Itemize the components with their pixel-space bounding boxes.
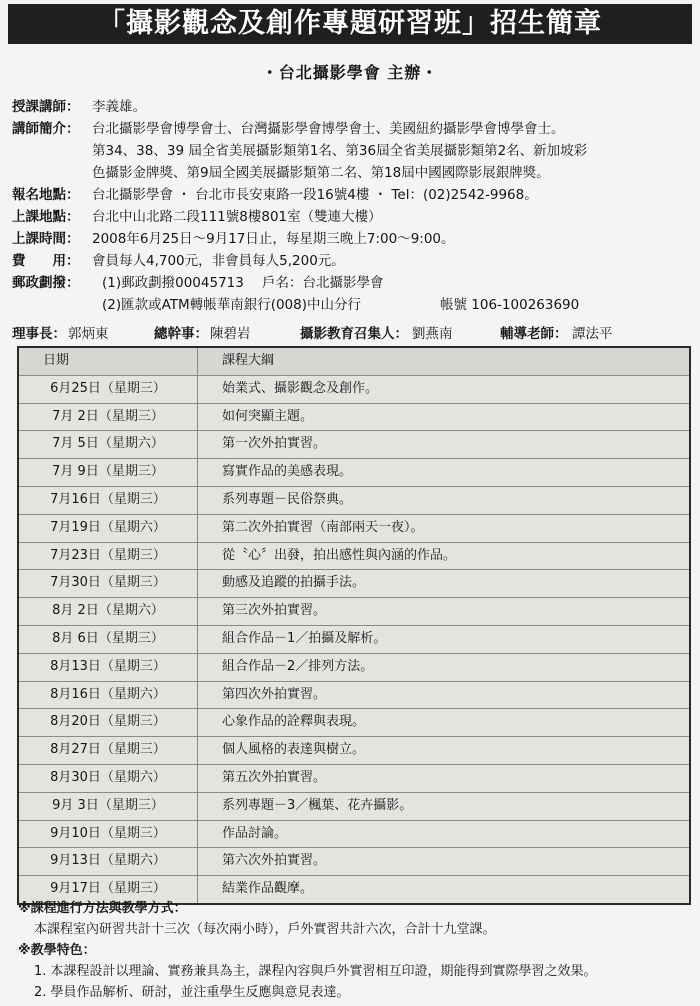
time-value: 2008年6月25日～9月17日止，每星期三晚上7:00～9:00。 <box>92 231 455 247</box>
venue-label: 上課地點： <box>12 209 80 225</box>
postal-account-name: 戶名：台北攝影學會 <box>262 275 384 291</box>
session-topic: 第三次外拍實習。 <box>222 603 327 619</box>
session-date: 8月 2日（星期六） <box>19 598 198 625</box>
table-row <box>19 459 689 487</box>
chair-name: 郭炳東 <box>68 326 109 342</box>
organizer-line: ・台北攝影學會 主辦・ <box>261 63 439 82</box>
fee-label: 費 用： <box>12 253 80 269</box>
table-row <box>19 515 689 543</box>
session-date: 6月25日（星期三） <box>19 376 198 403</box>
session-topic: 系列專題－3／楓葉、花卉攝影。 <box>222 797 413 813</box>
session-date: 7月19日（星期六） <box>19 515 198 542</box>
session-topic: 個人風格的表達與樹立。 <box>222 742 366 758</box>
session-date: 9月13日（星期六） <box>19 848 198 875</box>
postal-account: (1)郵政劃撥00045713 <box>102 275 244 291</box>
fee-row <box>12 250 692 272</box>
session-date: 7月16日（星期三） <box>19 487 198 514</box>
session-topic: 作品討論。 <box>222 825 288 841</box>
edu-convener-label: 攝影教育召集人： <box>300 326 408 342</box>
tutor-label: 輔導老師： <box>500 326 568 342</box>
session-date: 8月30日（星期六） <box>19 765 198 792</box>
table-row <box>19 431 689 459</box>
session-date: 9月 3日（星期三） <box>19 793 198 820</box>
session-topic: 如何突顯主題。 <box>222 408 314 424</box>
session-topic: 第六次外拍實習。 <box>222 853 327 869</box>
session-date: 7月 5日（星期六） <box>19 431 198 458</box>
session-date: 9月10日（星期三） <box>19 821 198 848</box>
chair-label: 理事長： <box>12 326 66 342</box>
registration-label: 報名地點： <box>12 187 80 203</box>
session-date: 7月 2日（星期三） <box>19 404 198 431</box>
session-date: 8月27日（星期三） <box>19 737 198 764</box>
profile-line: 第34、38、39 屆全省美展攝影類第1名、第36屆全省美展攝影類第2名、新加坡彩 <box>92 143 588 159</box>
table-row <box>19 543 689 571</box>
table-row <box>19 737 689 765</box>
session-topic: 第二次外拍實習（南部兩天一夜）。 <box>222 519 424 535</box>
session-topic: 從〝心〞出發，拍出感性與內涵的作品。 <box>222 547 457 563</box>
session-topic: 動感及追蹤的拍攝手法。 <box>222 575 366 591</box>
topic-header: 課程大綱 <box>222 353 275 368</box>
table-row <box>19 821 689 849</box>
postal-row <box>12 272 692 294</box>
session-topic: 系列專題－民俗祭典。 <box>222 491 353 507</box>
session-date: 8月20日（星期三） <box>19 709 198 736</box>
session-date: 7月30日（星期三） <box>19 570 198 597</box>
session-date: 7月 9日（星期三） <box>19 459 198 486</box>
postal-label: 郵政劃撥： <box>12 275 80 291</box>
session-date: 8月 6日（星期三） <box>19 626 198 653</box>
session-topic: 組合作品－1／拍攝及解析。 <box>222 630 387 646</box>
table-row <box>19 376 689 404</box>
schedule-header <box>19 348 689 376</box>
profile-line: 色攝影金牌獎、第9屆全國美展攝影類第二名、第18屆中國國際影展銀牌獎。 <box>92 165 550 181</box>
instructor-value: 李義雄。 <box>92 99 146 115</box>
schedule-table <box>17 346 691 905</box>
page-title: 「攝影觀念及創作專題研習班」招生簡章 <box>8 4 692 44</box>
venue-value: 台北中山北路二段111號8樓801室（雙連大樓） <box>92 209 382 225</box>
session-topic: 第五次外拍實習。 <box>222 769 327 785</box>
table-row <box>19 487 689 515</box>
profile-label: 講師簡介： <box>12 121 80 137</box>
method-heading: ※課程進行方法與教學方式： <box>18 901 187 916</box>
feature-item: 1. 本課程設計以理論、實務兼具為主，課程內容與戶外實習相互印證，期能得到實際學習之效果。 <box>34 964 597 979</box>
registration-value: 台北攝影學會 ・ 台北市長安東路一段16號4樓 ・ Tel：(02)2542-9968。 <box>92 187 538 203</box>
bank-account-number: 帳號 106-100263690 <box>440 297 580 313</box>
instructor-label: 授課講師： <box>12 99 80 115</box>
edu-convener-name: 劉燕南 <box>412 326 453 342</box>
table-row <box>19 848 689 876</box>
session-date: 8月13日（星期三） <box>19 654 198 681</box>
profile-line: 台北攝影學會博學會士、台灣攝影學會博學會士、美國紐約攝影學會博學會士。 <box>92 121 565 137</box>
tutor-name: 譚法平 <box>572 326 613 342</box>
time-row <box>12 228 692 250</box>
profile-row <box>12 118 692 140</box>
table-row <box>19 598 689 626</box>
session-date: 7月23日（星期三） <box>19 543 198 570</box>
table-row <box>19 682 689 710</box>
notes-section <box>18 898 688 1003</box>
table-row <box>19 570 689 598</box>
session-topic: 第一次外拍實習。 <box>222 436 327 452</box>
session-date: 8月16日（星期六） <box>19 682 198 709</box>
schedule-body <box>19 376 689 903</box>
instructor-row <box>12 96 692 118</box>
session-topic: 組合作品－2／排列方法。 <box>222 658 374 674</box>
feature-item: 2. 學員作品解析、研討，並注重學生反應與意見表達。 <box>34 985 350 1000</box>
session-topic: 心象作品的詮釋與表現。 <box>222 714 366 730</box>
staff-row <box>12 323 692 345</box>
registration-row <box>12 184 692 206</box>
time-label: 上課時間： <box>12 231 80 247</box>
secretary-label: 總幹事： <box>154 326 208 342</box>
session-topic: 結業作品觀摩。 <box>222 881 314 897</box>
venue-row <box>12 206 692 228</box>
table-row <box>19 765 689 793</box>
date-header: 日期 <box>19 348 198 375</box>
feature-heading: ※教學特色： <box>18 943 96 958</box>
table-row <box>19 404 689 432</box>
fee-value: 會員每人4,700元，非會員每人5,200元。 <box>92 253 345 269</box>
method-text: 本課程室內研習共計十三次（每次兩小時），戶外實習共計六次，合計十九堂課。 <box>34 922 496 937</box>
table-row <box>19 626 689 654</box>
session-topic: 第四次外拍實習。 <box>222 686 327 702</box>
course-info <box>12 96 692 316</box>
secretary-name: 陳碧岩 <box>210 326 251 342</box>
table-row <box>19 793 689 821</box>
session-topic: 始業式、攝影觀念及創作。 <box>222 380 379 396</box>
bank-row <box>12 294 692 316</box>
table-row <box>19 709 689 737</box>
table-row <box>19 654 689 682</box>
bank-transfer: (2)匯款或ATM轉帳華南銀行(008)中山分行 <box>102 297 362 313</box>
session-date: 9月17日（星期三） <box>19 876 198 903</box>
session-topic: 寫實作品的美感表現。 <box>222 464 353 480</box>
